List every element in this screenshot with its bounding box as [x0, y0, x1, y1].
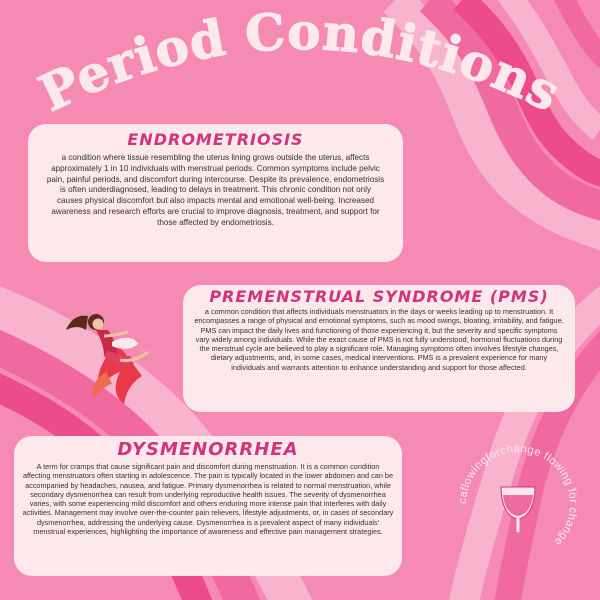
- pms-text: a common condition that affects individuals menstruators in the days or weeks leading up to menstruation. It encompasses a range of physical and emotional symptoms, such as mood swings, bloating, irritability, and fatigue. PMS can impact the daily lives and functioning of those experiencing it, but the severity and specific symptoms vary widely among individuals. While the exact cause of PMS is not fully understood, hormonal fluctuations during the menstrual cycle are believed to play a significant role. Managing symptoms often involves lifestyle changes, dietary adjustments, and, in some cases, medical interventions. PMS is a prevalent experience for many individuals and warrants attention to enhance understanding and support for those affected.: [194, 307, 564, 372]
- menstrual-cup-icon: [501, 487, 535, 531]
- page-title-text: Period Conditions: [30, 1, 570, 124]
- dysmenorrhea-heading: DYSMENORRHEA: [117, 439, 299, 460]
- endometriosis-text: a condition where tissue resembling the uterus lining grows outside the uterus, affects approximately 1 in 10 individuals with menstrual periods. Common symptoms include pelvic pain, painful periods, and discomfort during intercourse. Despite its prevalence, endometriosis is often underdiagnosed, leading to delays in treatment. This chronic condition not only causes physical discomfort but also impacts mental and emotional well-being. Increased awareness and research efforts are crucial to improve diagnosis, treatment, and support for those affected by endometriosis.: [46, 153, 385, 227]
- page-title-arc: [0, 0, 600, 130]
- dysmenorrhea-card: [14, 436, 402, 576]
- pms-heading: PREMENSTRUAL SYNDROME (PMS): [209, 287, 549, 306]
- flowing-for-change-badge: [453, 439, 583, 569]
- page-title: [0, 0, 600, 130]
- pms-card: [183, 285, 575, 412]
- endometriosis-card: [28, 124, 403, 262]
- badge-text: caflowingforchange flowing for change: [456, 442, 580, 548]
- svg-text:Period Conditions: [30, 2, 570, 123]
- dysmenorrhea-text: A term for cramps that cause significant pain and discomfort during menstruation. It is a common condition affecting menstruators often starting in adolescence. The pain is typically located in the lower abdomen and can be accompanied by headaches, nausea, and fatigue. Primary dysmenorrhea is related to normal menstruation, while secondary dysmenorrhea can result from underlying reproductive health issues. The severity of dysmenorrhea varies, with some experiencing mild discomfort and others enduring more intense pain that interferes with daily activities. Management may involve over-the-counter pain relievers, lifestyle adjustments, or, in cases of secondary dysmenorrhea, addressing the underlying cause. Dysmenorrhea is a prevalent aspect of many individuals' menstrual experiences, highlighting the importance of awareness and effective pain management strategies.: [22, 462, 394, 536]
- endometriosis-heading: ENDROMETRIOSIS: [127, 130, 304, 149]
